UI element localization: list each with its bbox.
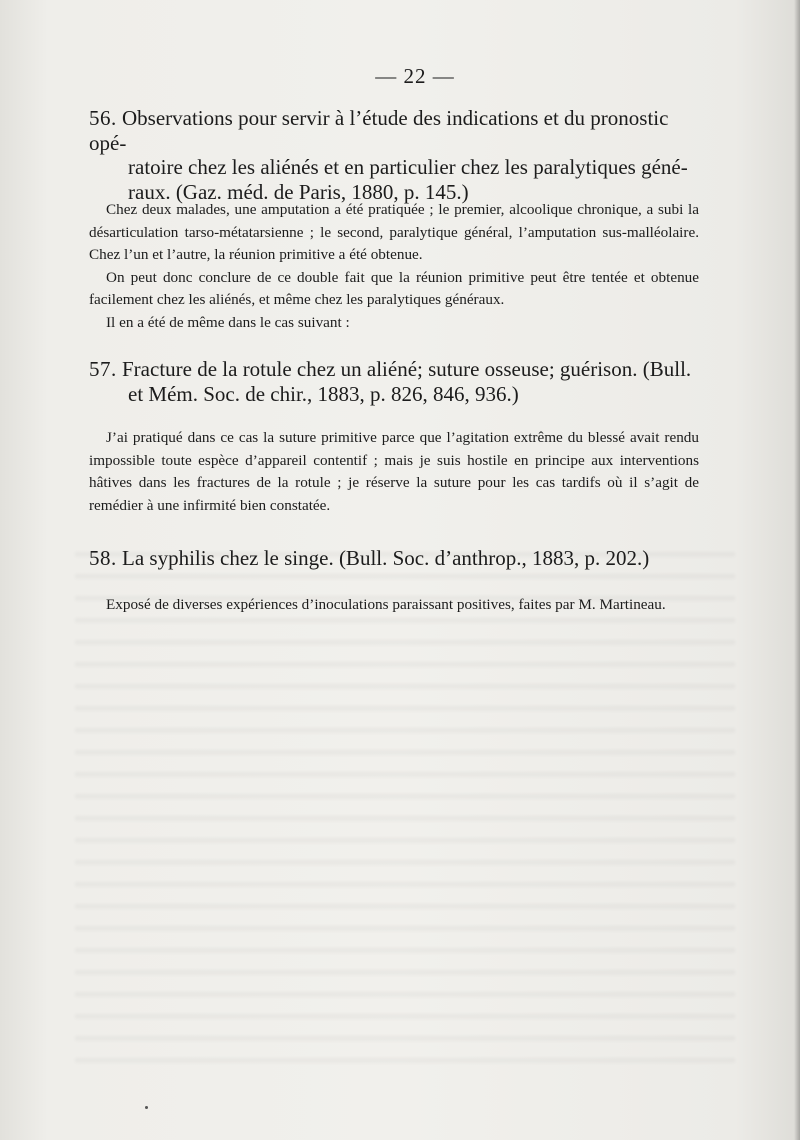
bleed-through-shadow — [75, 540, 735, 1080]
entry-58-paragraph-1: Exposé de diverses expériences d’inoculations paraissant positives, faites par M. Martineau. — [106, 596, 666, 613]
paper-speck — [145, 1106, 148, 1109]
entry-58-title-line-1 — [89, 546, 709, 571]
entry-57-title-line-2: et Mém. Soc. de chir., 1883, p. 826, 846, 936.) — [128, 381, 519, 406]
entry-58-number: 58. — [89, 546, 117, 570]
entry-56-body — [89, 199, 699, 334]
entry-56-title-line-2: ratoire chez les aliénés et en particulier chez les paralytiques géné- — [128, 155, 688, 179]
entry-56-title-line-3: raux. (Gaz. méd. de Paris, 1880, p. 145.) — [128, 179, 469, 204]
entry-56-title-line-1-text: Observations pour servir à l’étude des indications et du pronostic opé- — [89, 106, 669, 155]
entry-56-title-line-1 — [89, 106, 709, 155]
entry-56-paragraph-1: Chez deux malades, une amputation a été pratiquée ; le premier, alcoolique chronique, a subi la désarticulation tarso-métatarsienne ; le second, paralytique général, l’amputation sus-malléolaire. Chez l’un et l’autre, la réunion primitive a été obtenue. — [89, 201, 699, 263]
entry-57-title-line-1 — [89, 357, 709, 382]
entry-56-paragraph-2: On peut donc conclure de ce double fait que la réunion primitive peut être tentée et obtenue facilement chez les aliénés, et même chez les paralytiques généraux. — [89, 268, 699, 308]
page-number: — 22 — — [375, 64, 455, 88]
entry-57-body — [89, 427, 699, 517]
entry-57-title-line-1-text: Fracture de la rotule chez un aliéné; suture osseuse; guérison. (Bull. — [122, 357, 692, 381]
entry-56-number: 56. — [89, 106, 117, 130]
entry-56-title — [89, 106, 709, 204]
entry-58-title-line-1-text: La syphilis chez le singe. (Bull. Soc. d’anthrop., 1883, p. 202.) — [122, 546, 650, 570]
entry-58-title — [89, 546, 709, 571]
entry-57-number: 57. — [89, 357, 117, 381]
entry-57-title — [89, 357, 709, 406]
entry-58-body — [89, 594, 699, 617]
page-edge-shadow — [794, 0, 800, 1140]
entry-56-paragraph-3: Il en a été de même dans le cas suivant : — [106, 313, 350, 331]
entry-57-paragraph-1: J’ai pratiqué dans ce cas la suture primitive parce que l’agitation extrême du blessé avait rendu impossible toute espèce d’appareil contentif ; mais je suis hostile en principe aux interventions hâtives dans les fractures de la rotule ; je réserve la suture pour les cas tardifs où il s’agit de remédier à une infirmité bien constatée. — [89, 429, 699, 514]
